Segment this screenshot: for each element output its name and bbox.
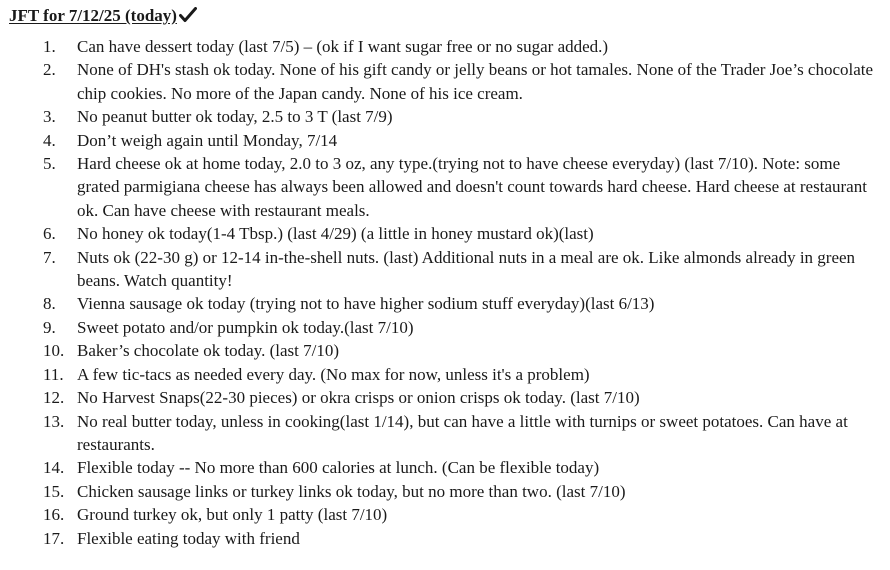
list-item-text: Flexible eating today with friend [77, 528, 300, 548]
list-item [0, 527, 880, 550]
list-item-number: 16. [43, 505, 65, 525]
list-item [0, 480, 880, 503]
list-item-number: 5. [43, 154, 56, 174]
list-item [0, 386, 880, 409]
list-item-text: No real butter today, unless in cooking(last 1/14), but can have a little with turnips or sweet potatoes. Can have at restaurants. [77, 411, 848, 454]
list-item-text: None of DH's stash ok today. None of his gift candy or jelly beans or hot tamales. None of the Trader Joe’s chocolate chip cookies. No more of the Japan candy. None of his ice cream. [77, 60, 874, 103]
list-item [0, 292, 880, 315]
list-item-number: 1. [43, 37, 56, 56]
list-item-number: 3. [43, 107, 56, 127]
list-item-number: 15. [43, 481, 65, 501]
list-item [0, 339, 880, 362]
list-item [0, 152, 880, 222]
list-item-text: Chicken sausage links or turkey links ok today, but no more than two. (last 7/10) [77, 481, 626, 501]
list-item-text: Don’t weigh again until Monday, 7/14 [77, 130, 338, 150]
list-item-text: Flexible today -- No more than 600 calories at lunch. (Can be flexible today) [77, 458, 600, 478]
list-item [0, 129, 880, 152]
list-item-number: 6. [43, 224, 56, 244]
list-item-text: A few tic-tacs as needed every day. (No max for now, unless it's a problem) [77, 364, 590, 384]
list-item-number: 17. [43, 528, 65, 548]
list-item-number: 14. [43, 458, 65, 478]
list-item-text: No Harvest Snaps(22-30 pieces) or okra crisps or onion crisps ok today. (last 7/10) [77, 388, 640, 408]
list-item-text: Can have dessert today (last 7/5) – (ok if I want sugar free or no sugar added.) [77, 37, 609, 56]
list-item [0, 456, 880, 479]
list-item-number: 11. [43, 364, 64, 384]
list-item-text: Vienna sausage ok today (trying not to have higher sodium stuff everyday)(last 6/13) [77, 294, 655, 314]
list-item-number: 4. [43, 130, 56, 150]
document-title-text: JFT for 7/12/25 (today) [9, 6, 177, 25]
checkmark-icon [179, 7, 197, 23]
list-item [0, 410, 880, 457]
list-item [0, 58, 880, 105]
list-item [0, 35, 880, 58]
list-item [0, 363, 880, 386]
list-item-number: 9. [43, 317, 56, 337]
item-list [0, 35, 880, 550]
list-item-text: Hard cheese ok at home today, 2.0 to 3 oz, any type.(trying not to have cheese everyday) (last 7/10). Note: some grated parmigiana cheese has always been allowed and doesn't count towards hard cheese. Hard cheese at restaurant ok. Can have cheese with restaurant meals. [77, 154, 867, 220]
list-item-number: 10. [43, 341, 65, 361]
list-item-number: 12. [43, 388, 65, 408]
list-item-number: 2. [43, 60, 56, 80]
list-item-text: Nuts ok (22-30 g) or 12-14 in-the-shell nuts. (last) Additional nuts in a meal are ok. Like almonds already in green beans. Watch quantity! [77, 247, 856, 291]
list-item-text: No honey ok today(1-4 Tbsp.) (last 4/29) (a little in honey mustard ok)(last) [77, 224, 594, 244]
list-item [0, 503, 880, 526]
list-item-number: 8. [43, 294, 56, 314]
list-item-text: Ground turkey ok, but only 1 patty (last 7/10) [77, 505, 388, 525]
list-item-text: No peanut butter ok today, 2.5 to 3 T (last 7/9) [77, 107, 393, 127]
list-item [0, 105, 880, 128]
document-title [9, 4, 197, 28]
list-item [0, 246, 880, 293]
list-item-number: 7. [43, 247, 56, 267]
list-item [0, 222, 880, 245]
list-item-number: 13. [43, 411, 65, 431]
list-item-text: Baker’s chocolate ok today. (last 7/10) [77, 341, 340, 361]
list-item-text: Sweet potato and/or pumpkin ok today.(last 7/10) [77, 317, 414, 337]
list-item [0, 316, 880, 339]
